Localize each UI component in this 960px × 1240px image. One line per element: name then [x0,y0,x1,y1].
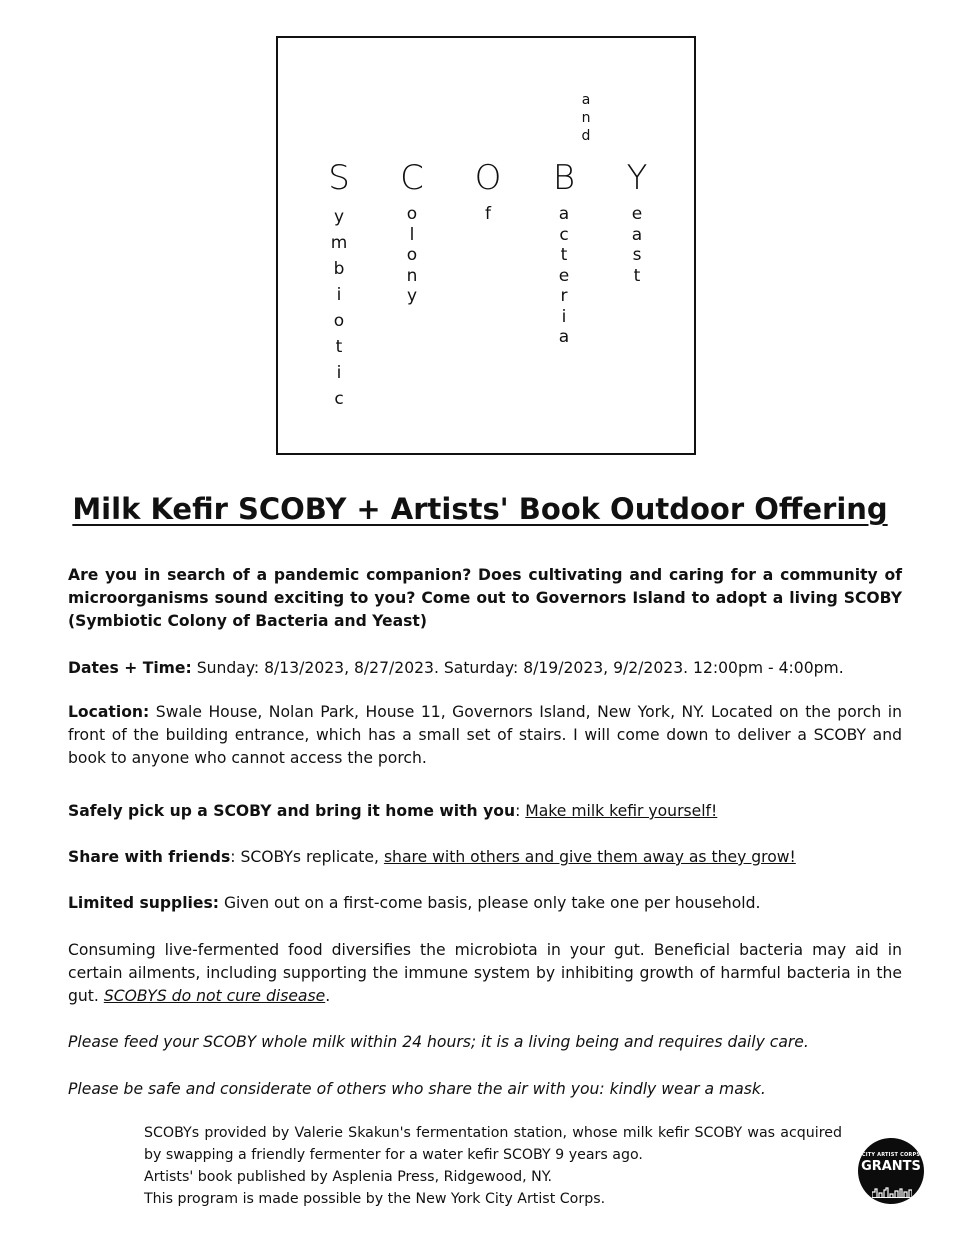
scoby-letter-c: C [400,158,424,198]
badge-top-text: CITY ARTIST CORPS [861,1152,921,1158]
share-paragraph [68,846,902,869]
dates-label: Dates + Time: [68,659,192,677]
feed-note: Please feed your SCOBY whole milk within 24 hours; it is a living being and requires daily care. [68,1033,809,1051]
word-yeast: e a s t [631,204,643,286]
scoby-column-c [392,158,432,307]
word-and: a n d [581,92,591,144]
city-artist-corps-grants-logo [858,1138,924,1204]
limited-text: Given out on a first-come basis, please only take one per household. [219,894,761,912]
word-bacteria: a c t e r i a [558,204,570,347]
footer-credits [144,1122,842,1210]
limited-label: Limited supplies: [68,894,219,912]
pickup-link[interactable]: Make milk kefir yourself! [525,802,718,820]
location-paragraph [68,701,902,770]
word-of: f [485,204,491,224]
scoby-letter-o: O [474,158,502,198]
skyline-icon [872,1186,912,1198]
page-title: Milk Kefir SCOBY + Artists' Book Outdoor Offering [72,492,888,526]
location-text: Swale House, Nolan Park, House 11, Governors Island, New York, NY. Located on the porch in front of the building entrance, which has a small set of stairs. I will come down to deliver a SCOBY and book to anyone who cannot access the porch. [68,703,902,767]
location-label: Location: [68,703,150,721]
scoby-column-o [468,158,508,225]
footer-line-provider: SCOBYs provided by Valerie Skakun's fermentation station, whose milk kefir SCOBY was acquired by swapping a friendly fermenter for a water kefir SCOBY 9 years ago. [144,1125,842,1163]
word-colony: o l o n y [406,204,418,306]
footer-line-sponsor: This program is made possible by the New York City Artist Corps. [144,1191,606,1207]
mask-note: Please be safe and considerate of others who share the air with you: kindly wear a mask. [68,1080,766,1098]
health-paragraph: Consuming live-fermented food diversifies the microbiota in your gut. Beneficial bacteria may aid in certain ailments, including supporting the immune system by inhibiting growth of harmful bacteria in the gut. SCOBYS do not cure disease. [68,941,902,1005]
pickup-separator: : [515,802,526,820]
scoby-column-s [319,158,359,412]
pickup-label: Safely pick up a SCOBY and bring it home with you [68,802,516,820]
share-label: Share with friends [68,848,231,866]
scoby-column-b [544,91,591,348]
share-text: : SCOBYs replicate, [230,848,384,866]
health-disclaimer-link[interactable]: SCOBYS do not cure disease [103,987,326,1005]
scoby-letter-b: B [552,158,576,198]
scoby-letter-s: S [328,158,350,198]
word-symbiotic: y m b i o t i c [330,207,348,409]
health-text: Consuming live-fermented food diversifies the microbiota in your gut. Beneficial bacteria may aid in certain ailments, including supporting the immune system by inhibiting growth of harmful bacteria in the gut. [68,941,902,1005]
share-link[interactable]: share with others and give them away as they grow! [383,848,796,866]
pickup-paragraph [68,800,902,823]
scoby-column-y [617,158,657,286]
badge-main-text: GRANTS [861,1159,921,1174]
scoby-graphic-frame [276,36,696,455]
limited-paragraph [68,892,902,915]
scoby-letter-y: Y [626,158,648,198]
intro-paragraph: Are you in search of a pandemic companion? Does cultivating and caring for a community of microorganisms sound exciting to you? Come out to Governors Island to adopt a living SCOBY (Symbiotic Colony of Bacteria and Yeast) [68,566,902,630]
footer-line-publisher: Artists' book published by Asplenia Press, Ridgewood, NY. [144,1169,553,1185]
dates-paragraph [68,657,902,680]
dates-text: Sunday: 8/13/2023, 8/27/2023. Saturday: 8/19/2023, 9/2/2023. 12:00pm - 4:00pm. [191,659,844,677]
